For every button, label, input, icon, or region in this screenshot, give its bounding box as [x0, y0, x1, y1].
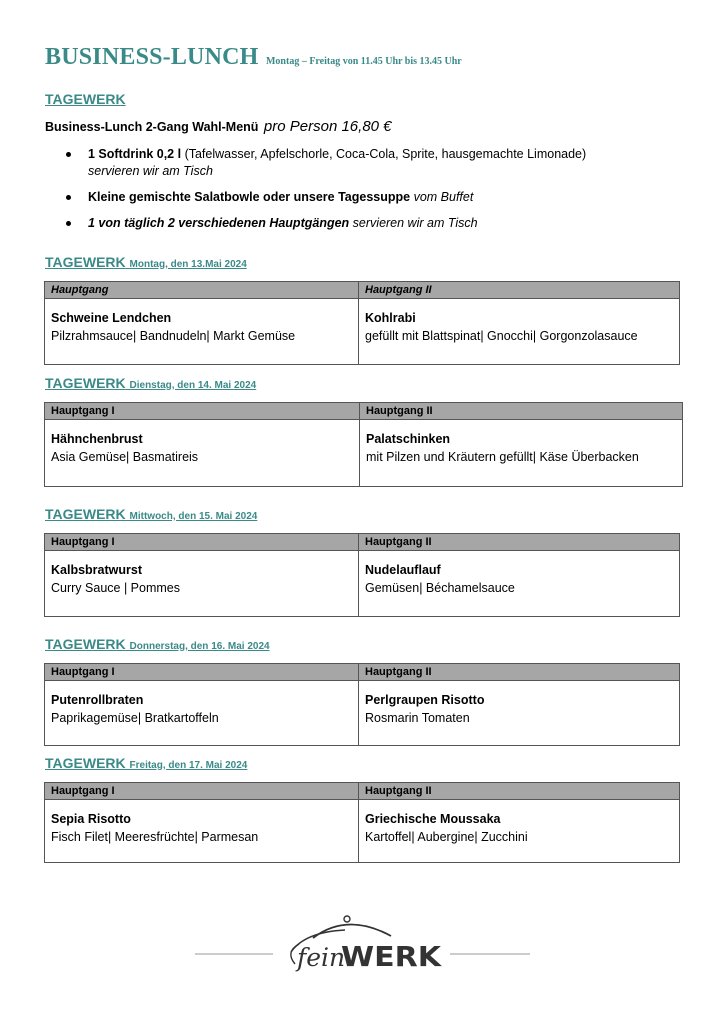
menu-cell — [360, 420, 683, 487]
logo-wordmark: WERK — [341, 940, 443, 973]
bullet-icon — [66, 221, 71, 226]
menu-cell — [359, 551, 680, 617]
day-brand: TAGEWERK — [45, 254, 126, 270]
day-date: Donnerstag, den 16. Mai 2024 — [129, 641, 270, 652]
table-header-row — [45, 664, 680, 681]
column-header: Hauptgang I — [45, 403, 360, 420]
table-header-row — [45, 783, 680, 800]
bullet-note: servieren wir am Tisch — [88, 164, 213, 178]
bullet-icon — [66, 152, 71, 157]
column-header: Hauptgang I — [45, 664, 359, 681]
bullet-bold: 1 von täglich 2 verschiedenen Hauptgängen — [88, 216, 350, 230]
column-header: Hauptgang II — [359, 783, 680, 800]
menu-cell — [45, 420, 360, 487]
dish-name: Schweine Lendchen — [51, 311, 172, 325]
title-main: BUSINESS-LUNCH — [45, 44, 259, 70]
bullet-note: vom Buffet — [413, 190, 474, 204]
dish-name: Nudelauflauf — [365, 563, 441, 577]
day-date: Montag, den 13.Mai 2024 — [129, 259, 247, 270]
column-header: Hauptgang II — [360, 403, 683, 420]
intro-section-title: TAGEWERK — [45, 91, 126, 107]
day-date: Freitag, den 17. Mai 2024 — [129, 760, 248, 771]
menu-cell — [45, 551, 359, 617]
column-header: Hauptgang I — [45, 534, 359, 551]
dish-sides: gefüllt mit Blattspinat| Gnocchi| Gorgonzolasauce — [365, 329, 638, 343]
feinwerk-logo — [195, 908, 530, 978]
table-header-row — [45, 534, 680, 551]
table-row — [45, 299, 680, 365]
menu-table-thursday — [44, 663, 680, 746]
day-title-friday — [45, 755, 247, 771]
dish-name: Sepia Risotto — [51, 812, 131, 826]
table-row — [45, 551, 680, 617]
day-brand: TAGEWERK — [45, 755, 126, 771]
lunch-offer — [45, 118, 392, 135]
list-item — [66, 189, 706, 206]
title-hours: Montag – Freitag von 11.45 Uhr bis 13.45 Uhr — [265, 56, 462, 67]
menu-cell — [45, 681, 359, 746]
menu-cell — [359, 299, 680, 365]
menu-cell — [45, 800, 359, 863]
table-row — [45, 420, 683, 487]
day-date: Dienstag, den 14. Mai 2024 — [129, 380, 257, 391]
dish-sides: Kartoffel| Aubergine| Zucchini — [365, 830, 528, 844]
offer-price: pro Person 16,80 € — [263, 118, 392, 135]
dish-name: Perlgraupen Risotto — [365, 693, 485, 707]
day-title-thursday — [45, 636, 270, 652]
table-header-row — [45, 282, 680, 299]
menu-table-tuesday — [44, 402, 683, 487]
column-header: Hauptgang II — [359, 534, 680, 551]
logo-script: fein — [297, 943, 346, 972]
menu-cell — [359, 681, 680, 746]
dish-sides: Curry Sauce | Pommes — [51, 581, 180, 595]
day-title-wednesday — [45, 506, 257, 522]
table-row — [45, 681, 680, 746]
day-brand: TAGEWERK — [45, 375, 126, 391]
table-row — [45, 800, 680, 863]
dish-sides: Rosmarin Tomaten — [365, 711, 470, 725]
dish-sides: Asia Gemüse| Basmatireis — [51, 450, 199, 464]
dish-name: Griechische Moussaka — [365, 812, 501, 826]
offer-bullets — [66, 146, 706, 241]
dish-sides: mit Pilzen und Kräutern gefüllt| Käse Überbacken — [366, 450, 639, 464]
page-title — [45, 44, 462, 71]
menu-table-wednesday — [44, 533, 680, 617]
menu-table-monday — [44, 281, 680, 365]
menu-cell — [45, 299, 359, 365]
menu-cell — [359, 800, 680, 863]
table-header-row — [45, 403, 683, 420]
column-header: Hauptgang — [45, 282, 359, 299]
bullet-bold: 1 Softdrink 0,2 l — [88, 147, 182, 161]
list-item — [66, 146, 706, 180]
dish-sides: Gemüsen| Béchamelsauce — [365, 581, 515, 595]
day-date: Mittwoch, den 15. Mai 2024 — [129, 511, 258, 522]
column-header: Hauptgang I — [45, 783, 359, 800]
column-header: Hauptgang II — [359, 664, 680, 681]
dish-name: Palatschinken — [366, 432, 451, 446]
bullet-text: (Tafelwasser, Apfelschorle, Coca-Cola, Sprite, hausgemachte Limonade) — [181, 147, 587, 161]
bullet-note: servieren wir am Tisch — [352, 216, 478, 230]
column-header: Hauptgang II — [359, 282, 680, 299]
dish-sides: Pilzrahmsauce| Bandnudeln| Markt Gemüse — [51, 329, 296, 343]
dish-sides: Paprikagemüse| Bratkartoffeln — [51, 711, 219, 725]
day-title-tuesday — [45, 375, 256, 391]
day-brand: TAGEWERK — [45, 636, 126, 652]
dish-sides: Fisch Filet| Meeresfrüchte| Parmesan — [51, 830, 259, 844]
dish-name: Kalbsbratwurst — [51, 563, 142, 577]
bullet-bold: Kleine gemischte Salatbowle oder unsere Tagessuppe — [88, 190, 411, 204]
offer-label: Business-Lunch 2-Gang Wahl-Menü — [45, 120, 259, 134]
bullet-icon — [66, 195, 71, 200]
dish-name: Putenrollbraten — [51, 693, 144, 707]
list-item — [66, 215, 706, 232]
dish-name: Kohlrabi — [365, 311, 416, 325]
day-brand: TAGEWERK — [45, 506, 126, 522]
day-title-monday — [45, 254, 247, 270]
dish-name: Hähnchenbrust — [51, 432, 143, 446]
menu-table-friday — [44, 782, 680, 863]
